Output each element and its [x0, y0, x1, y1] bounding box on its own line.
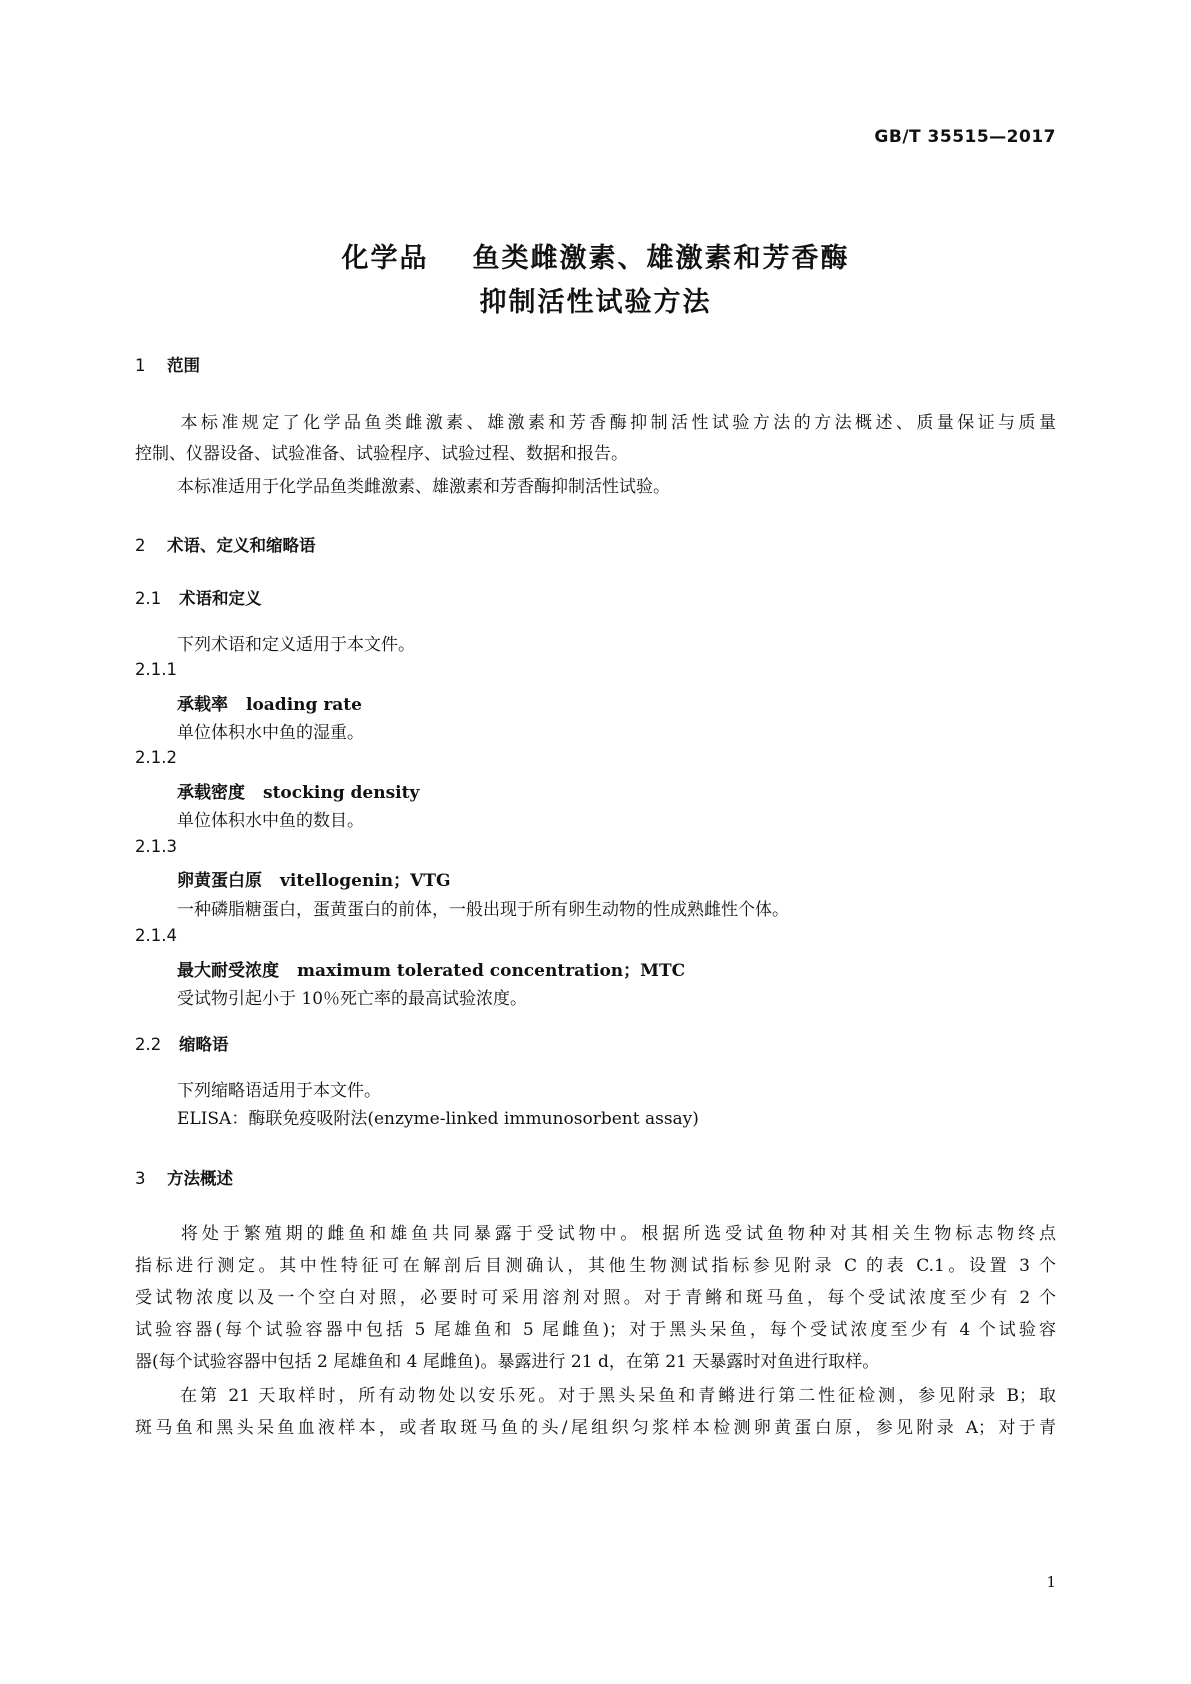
section-2-2-heading: 2.2 缩略语 [135, 1035, 229, 1054]
section-2-2-intro: 下列缩略语适用于本文件。 [177, 1081, 381, 1101]
section-1-heading: 1 范围 [135, 356, 200, 375]
section-3-para-1-line-1: 将处于繁殖期的雌鱼和雄鱼共同暴露于受试物中。根据所选受试鱼物种对其相关生物标志物终点 [177, 1224, 1056, 1244]
title-part-a: 化学品 [341, 243, 429, 274]
term-2-1-3-name: 卵黄蛋白原 vitellogenin；VTG [177, 871, 451, 891]
abbreviation-elisa: ELISA：酶联免疫吸附法(enzyme-linked immunosorbent assay) [177, 1109, 699, 1129]
section-3-para-1-line-5: 器(每个试验容器中包括 2 尾雄鱼和 4 尾雌鱼)。暴露进行 21 d，在第 21 天暴露时对鱼进行取样。 [135, 1352, 880, 1372]
term-2-1-4-name: 最大耐受浓度 maximum tolerated concentration；MTC [177, 961, 686, 981]
term-2-1-2-number: 2.1.2 [135, 748, 177, 767]
section-3-para-1-line-2: 指标进行测定。其中性特征可在解剖后目测确认，其他生物测试指标参见附录 C 的表 C.1。设置 3 个 [135, 1256, 1056, 1276]
section-1-para-1-line-1: 本标准规定了化学品鱼类雌激素、雄激素和芳香酶抑制活性试验方法的方法概述、质量保证与质量 [177, 413, 1056, 433]
section-2-1-intro: 下列术语和定义适用于本文件。 [177, 635, 415, 655]
section-1-para-1-line-2: 控制、仪器设备、试验准备、试验程序、试验过程、数据和报告。 [135, 444, 628, 464]
term-2-1-3-definition: 一种磷脂糖蛋白，蛋黄蛋白的前体，一般出现于所有卵生动物的性成熟雌性个体。 [177, 900, 789, 920]
section-3-para-2-line-2: 斑马鱼和黑头呆鱼血液样本，或者取斑马鱼的头/尾组织匀浆样本检测卵黄蛋白原，参见附录 A；对于青 [135, 1418, 1056, 1438]
page-number: 1 [1046, 1573, 1056, 1591]
term-2-1-1-definition: 单位体积水中鱼的湿重。 [177, 723, 364, 743]
term-2-1-3-number: 2.1.3 [135, 837, 177, 856]
title-part-b: 鱼类雌激素、雄激素和芳香酶 [472, 243, 850, 274]
standard-code: GB/T 35515—2017 [874, 127, 1056, 147]
term-2-1-2-definition: 单位体积水中鱼的数目。 [177, 811, 364, 831]
term-2-1-2-name: 承载密度 stocking density [177, 783, 420, 803]
section-3-para-1-line-3: 受试物浓度以及一个空白对照，必要时可采用溶剂对照。对于青鳉和斑马鱼，每个受试浓度至少有 2 个 [135, 1288, 1056, 1308]
section-3-para-1-line-4: 试验容器(每个试验容器中包括 5 尾雄鱼和 5 尾雌鱼)；对于黑头呆鱼，每个受试浓度至少有 4 个试验容 [135, 1320, 1056, 1340]
term-2-1-1-number: 2.1.1 [135, 660, 177, 679]
document-title-line-1 [0, 236, 1191, 275]
section-3-para-2-line-1: 在第 21 天取样时，所有动物处以安乐死。对于黑头呆鱼和青鳉进行第二性征检测，参见附录 B；取 [177, 1386, 1056, 1406]
term-2-1-4-number: 2.1.4 [135, 926, 177, 945]
section-3-heading: 3 方法概述 [135, 1169, 233, 1188]
term-2-1-1-name: 承载率 loading rate [177, 695, 362, 715]
section-2-heading: 2 术语、定义和缩略语 [135, 536, 316, 555]
document-title-line-2: 抑制活性试验方法 [479, 287, 712, 318]
term-2-1-4-definition: 受试物引起小于 10％死亡率的最高试验浓度。 [177, 989, 528, 1009]
section-2-1-heading: 2.1 术语和定义 [135, 589, 262, 608]
section-1-para-2: 本标准适用于化学品鱼类雌激素、雄激素和芳香酶抑制活性试验。 [177, 477, 670, 497]
